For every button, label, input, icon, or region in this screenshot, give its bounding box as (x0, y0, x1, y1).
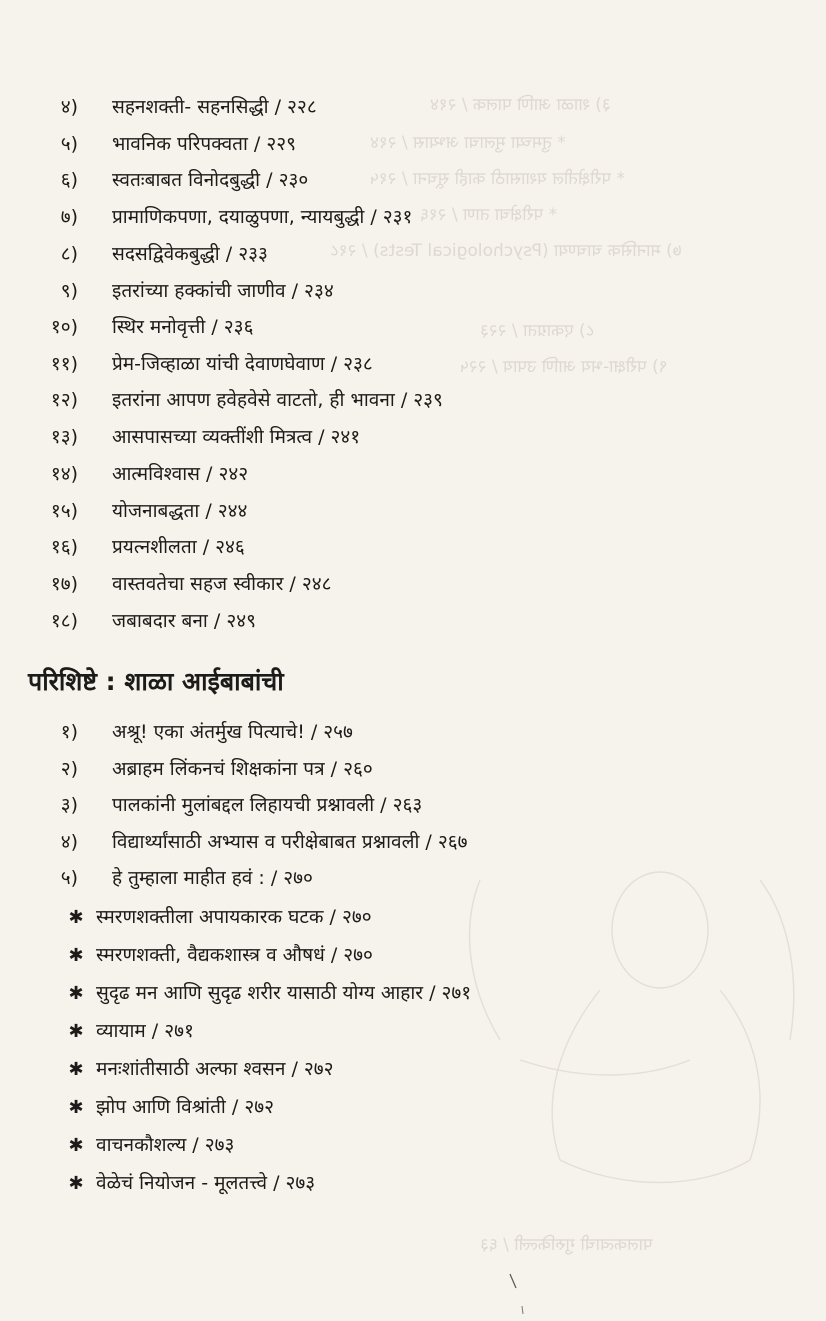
bullet-item (56, 941, 373, 967)
item-number: ५) (60, 867, 78, 889)
list-item (20, 607, 256, 633)
item-text: आसपासच्या व्यक्तींशी मित्रत्व / २४१ (112, 426, 361, 448)
list-item (20, 864, 313, 890)
item-number: २) (60, 758, 78, 780)
asterisk-icon: ✱ (68, 1173, 84, 1194)
show-through-text: ३) शाळा आणि पालक / २१४ (430, 95, 611, 115)
show-through-text: * तुमच्या मुलाचा अभ्यास / २१४ (370, 133, 566, 153)
item-text: सहनशक्ती- सहनसिद्धी / २२८ (112, 96, 317, 118)
item-number: ५) (60, 133, 78, 155)
item-number: १८) (50, 610, 78, 632)
bullet-item (56, 1055, 334, 1081)
list-item (20, 828, 468, 854)
list-item (20, 313, 253, 339)
show-through-text: * परीक्षेतील यशासाठी काही सूचना / २१५ (370, 169, 626, 189)
item-number: ७) (60, 206, 78, 228)
stray-mark (500, 1270, 540, 1320)
item-text: स्वतःबाबत विनोदबुद्धी / २३० (112, 169, 309, 191)
item-text: इतरांच्या हक्कांची जाणीव / २३४ (112, 280, 334, 302)
item-text: मनःशांतीसाठी अल्फा श्वसन / २७२ (96, 1058, 334, 1080)
bullet-item (56, 1093, 274, 1119)
item-text: पालकांनी मुलांबद्दल लिहायची प्रश्नावली / २६३ (112, 794, 423, 816)
item-number: ४) (60, 96, 78, 118)
item-text: सुदृढ मन आणि सुदृढ शरीर यासाठी योग्य आहार / २७१ (96, 982, 472, 1004)
item-text: आत्मविश्वास / २४२ (112, 463, 249, 485)
asterisk-icon: ✱ (68, 983, 84, 1004)
show-through-text: पालकत्वाची गुरुकिल्ली / ६३ (480, 1235, 653, 1255)
show-through-text: ८) एकाग्रता / २२३ (480, 321, 595, 341)
item-number: ४) (60, 831, 78, 853)
item-text: अश्रू! एका अंतर्मुख पित्याचे! / २५७ (112, 721, 353, 743)
asterisk-icon: ✱ (68, 1021, 84, 1042)
item-text: प्रामाणिकपणा, दयाळुपणा, न्यायबुद्धी / २३१ (112, 206, 413, 228)
item-number: ६) (60, 169, 78, 191)
item-text: वास्तवतेचा सहज स्वीकार / २४८ (112, 573, 332, 595)
item-text: हे तुम्हाला माहीत हवं : / २७० (112, 867, 313, 889)
list-item (20, 277, 334, 303)
item-number: ८) (60, 243, 78, 265)
asterisk-icon: ✱ (68, 1135, 84, 1156)
bullet-item (56, 1131, 234, 1157)
section-heading: परिशिष्टे : शाळा आईबाबांची (28, 667, 284, 696)
list-item (20, 497, 247, 523)
item-text: विद्यार्थ्यांसाठी अभ्यास व परीक्षेबाबत प्रश्नावली / २६७ (112, 831, 468, 853)
asterisk-icon: ✱ (68, 945, 84, 966)
item-number: १६) (50, 536, 78, 558)
item-text: प्रयत्नशीलता / २४६ (112, 536, 245, 558)
item-text: अब्राहम लिंकनचं शिक्षकांना पत्र / २६० (112, 758, 373, 780)
list-item (20, 533, 245, 559)
item-text: इतरांना आपण हवेहवेसे वाटतो, ही भावना / २३९ (112, 389, 443, 411)
list-item (20, 350, 373, 376)
item-number: ३) (60, 794, 78, 816)
asterisk-icon: ✱ (68, 1059, 84, 1080)
list-item (20, 166, 308, 192)
item-number: ९) (60, 280, 78, 302)
bullet-item (56, 1169, 315, 1195)
list-item (20, 460, 248, 486)
item-text: योजनाबद्धता / २४४ (112, 500, 248, 522)
bullet-item (56, 1017, 194, 1043)
item-text: स्थिर मनोवृत्ती / २३६ (112, 316, 254, 338)
bullet-item (56, 979, 471, 1005)
list-item (20, 386, 443, 412)
list-item (20, 791, 422, 817)
list-item (20, 755, 373, 781)
show-through-text: ७) मानसिक चाचण्या (Psychological Tests) / २१८ (330, 241, 682, 261)
item-number: १) (60, 721, 78, 743)
item-text: वाचनकौशल्य / २७३ (96, 1134, 235, 1156)
item-text: वेळेचं नियोजन - मूलतत्त्वे / २७३ (96, 1172, 316, 1194)
asterisk-icon: ✱ (68, 1097, 84, 1118)
list-item (20, 130, 296, 156)
item-text: सदसद्विवेकबुद्धी / २३३ (112, 243, 268, 265)
item-text: भावनिक परिपक्वता / २२९ (112, 133, 297, 155)
item-text: प्रेम-जिव्हाळा यांची देवाणघेवाण / २३८ (112, 353, 373, 375)
item-text: झोप आणि विश्रांती / २७२ (96, 1096, 274, 1118)
item-text: व्यायाम / २७१ (96, 1020, 194, 1042)
list-item (20, 570, 331, 596)
list-item (20, 203, 412, 229)
bullet-item (56, 903, 372, 929)
item-text: स्मरणशक्ती, वैद्यकशास्त्र व औषधं / २७० (96, 944, 373, 966)
item-text: जबाबदार बना / २४९ (112, 610, 256, 632)
item-number: १३) (50, 426, 78, 448)
asterisk-icon: ✱ (68, 907, 84, 928)
show-through-text: ९) परीक्षा-भय आणि उपाय / २२५ (460, 357, 668, 377)
list-item (20, 93, 317, 119)
list-item (20, 240, 268, 266)
item-number: ११) (50, 353, 78, 375)
item-text: स्मरणशक्तीला अपायकारक घटक / २७० (96, 906, 372, 928)
list-item (20, 718, 353, 744)
item-number: १०) (50, 316, 78, 338)
item-number: १५) (50, 500, 78, 522)
show-through-text: * परीक्षेचा ताण / २१६ (420, 205, 558, 225)
list-item (20, 423, 360, 449)
item-number: १४) (50, 463, 78, 485)
item-number: १२) (50, 389, 78, 411)
item-number: १७) (50, 573, 78, 595)
